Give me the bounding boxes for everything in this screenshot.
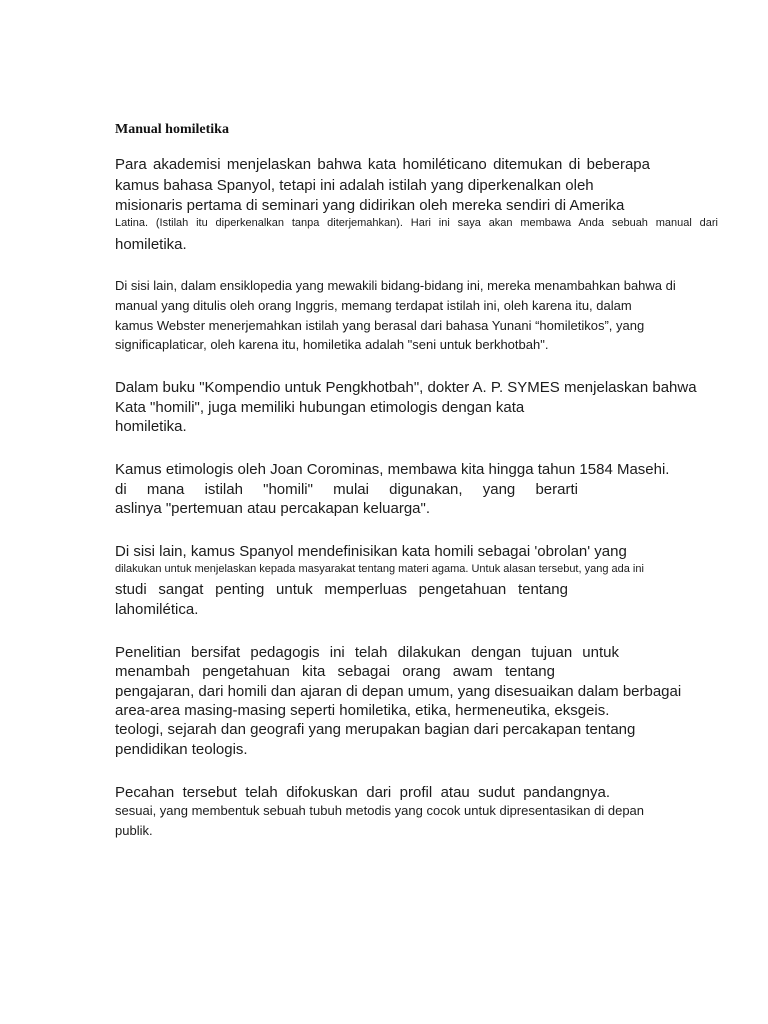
p5-line-3: studi sangat penting untuk memperluas pengetahuan tentang	[115, 581, 568, 598]
p1-line-5: homiletika.	[115, 236, 187, 253]
p5-line-2: dilakukan untuk menjelaskan kepada masyarakat tentang materi agama. Untuk alasan tersebut, yang ada ini	[115, 563, 644, 575]
p6-line-3: pengajaran, dari homili dan ajaran di depan umum, yang disesuaikan dalam berbagai	[115, 683, 682, 700]
p6-line-6: pendidikan teologis.	[115, 741, 248, 758]
p4-line-2: di mana istilah "homili" mulai digunakan, yang berarti	[115, 481, 578, 498]
p7-line-1: Pecahan tersebut telah difokuskan dari profil atau sudut pandangnya.	[115, 784, 610, 801]
p2-line-4: significaplaticar, oleh karena itu, homiletika adalah "seni untuk berkhotbah".	[115, 337, 549, 352]
p4-line-3: aslinya "pertemuan atau percakapan keluarga".	[115, 500, 431, 517]
p6-line-1: Penelitian bersifat pedagogis ini telah dilakukan dengan tujuan untuk	[115, 644, 619, 661]
document-title: Manual homiletika	[115, 122, 229, 137]
p5-line-4: lahomilética.	[115, 601, 199, 618]
p1-line-3: misionaris pertama di seminari yang didirikan oleh mereka sendiri di Amerika	[115, 197, 625, 214]
p3-line-3: homiletika.	[115, 418, 187, 435]
p6-line-2: menambah pengetahuan kita sebagai orang awam tentang	[115, 663, 555, 680]
p2-line-1: Di sisi lain, dalam ensiklopedia yang mewakili bidang-bidang ini, mereka menambahkan bahwa di	[115, 278, 676, 293]
p6-line-5: teologi, sejarah dan geografi yang merupakan bagian dari percakapan tentang	[115, 721, 636, 738]
p7-line-2: sesuai, yang membentuk sebuah tubuh metodis yang cocok untuk dipresentasikan di depan	[115, 803, 645, 818]
p1-line-4: Latina. (Istilah itu diperkenalkan tanpa diterjemahkan). Hari ini saya akan membawa Anda sebuah manual dari	[115, 217, 718, 229]
p6-line-4: area-area masing-masing seperti homiletika, etika, hermeneutika, eksgeis.	[115, 702, 610, 719]
p4-line-1: Kamus etimologis oleh Joan Corominas, membawa kita hingga tahun 1584 Masehi.	[115, 461, 670, 478]
p3-line-2: Kata "homili", juga memiliki hubungan etimologis dengan kata	[115, 399, 525, 416]
p1-line-1: Para akademisi menjelaskan bahwa kata homiléticano ditemukan di beberapa	[115, 156, 650, 173]
p2-line-3: kamus Webster menerjemahkan istilah yang berasal dari bahasa Yunani “homiletikos”, yang	[115, 318, 645, 333]
p1-line-2: kamus bahasa Spanyol, tetapi ini adalah istilah yang diperkenalkan oleh	[115, 177, 594, 194]
p3-line-1: Dalam buku "Kompendio untuk Pengkhotbah", dokter A. P. SYMES menjelaskan bahwa	[115, 379, 697, 396]
p2-line-2: manual yang ditulis oleh orang Inggris, memang terdapat istilah ini, oleh karena itu, dalam	[115, 298, 632, 313]
p7-line-3: publik.	[115, 823, 153, 838]
p5-line-1: Di sisi lain, kamus Spanyol mendefinisikan kata homili sebagai 'obrolan' yang	[115, 543, 627, 560]
